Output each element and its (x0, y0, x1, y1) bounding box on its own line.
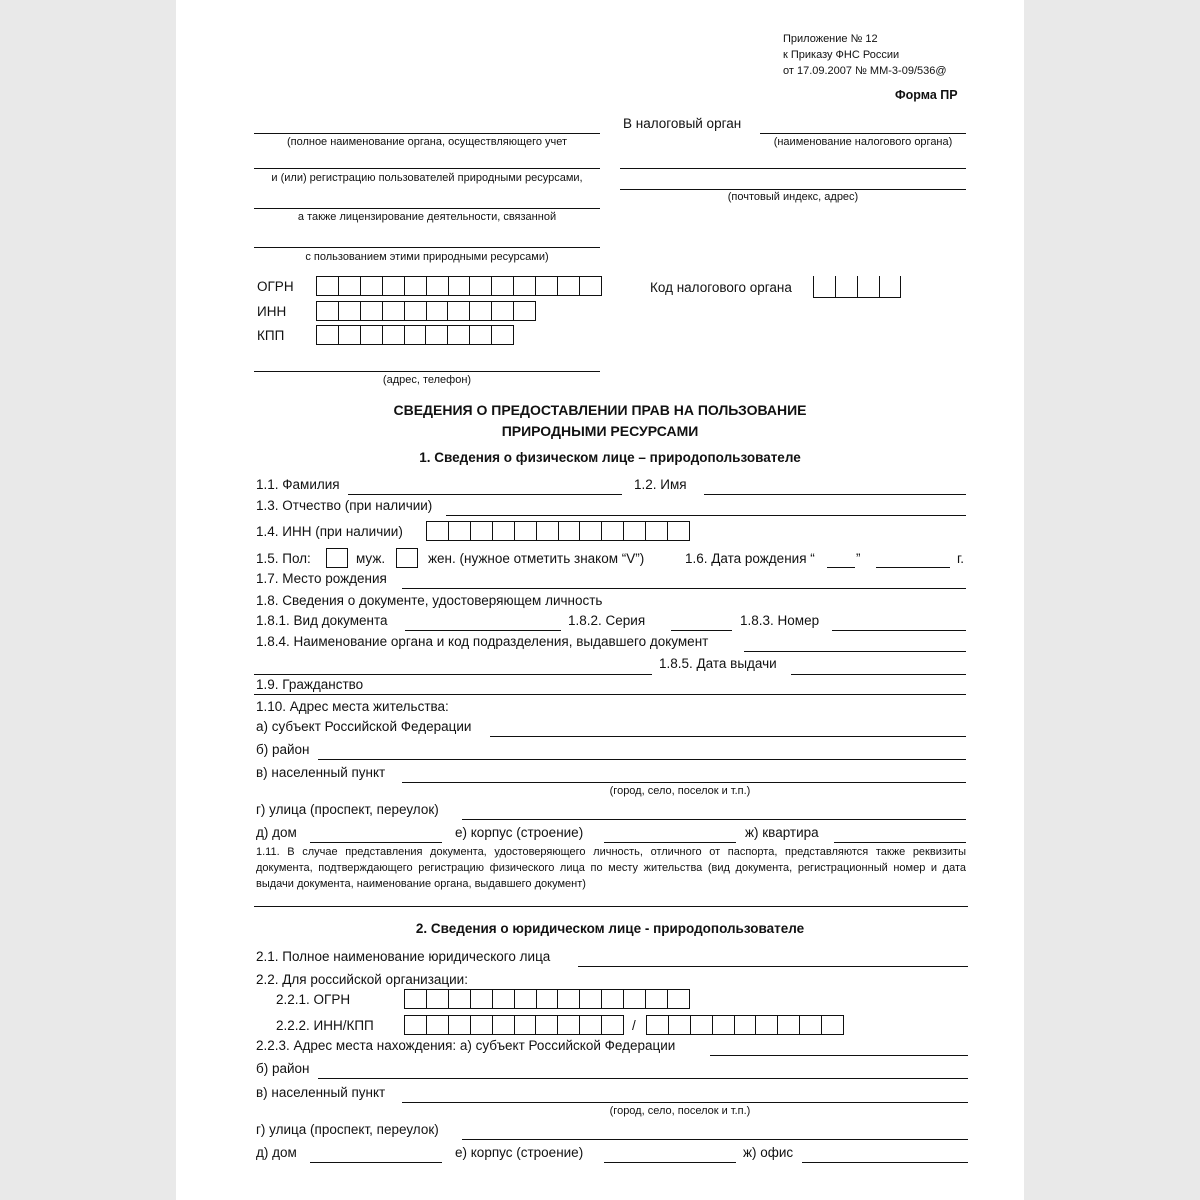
patronymic-line[interactable] (446, 515, 966, 516)
org-region-line[interactable] (710, 1055, 968, 1056)
organ-caption-4: с пользованием этими природными ресурсами) (305, 251, 549, 263)
birth-date-label: 1.6. Дата рождения “ (685, 551, 815, 566)
tax-organ-label: В налоговый орган (623, 116, 742, 131)
org-street-label: г) улица (проспект, переулок) (256, 1122, 439, 1137)
name-label: 1.2. Имя (634, 477, 687, 492)
street-line[interactable] (462, 819, 966, 820)
citizenship-line[interactable] (254, 694, 966, 695)
doc-type-label: 1.8.1. Вид документа (256, 613, 388, 628)
inn-kpp-slash: / (632, 1018, 636, 1033)
organ-name-line[interactable] (254, 133, 600, 134)
doc-number-line[interactable] (832, 630, 966, 631)
org-locality-caption: (город, село, поселок и т.п.) (609, 1105, 751, 1117)
organ-name-line[interactable] (254, 168, 600, 169)
street-label: г) улица (проспект, переулок) (256, 802, 439, 817)
region-label: а) субъект Российской Федерации (256, 719, 472, 734)
doc-number-label: 1.8.3. Номер (740, 613, 820, 628)
org-house-label: д) дом (256, 1145, 297, 1160)
doc-type-line[interactable] (405, 630, 561, 631)
org-street-line[interactable] (462, 1139, 968, 1140)
org-locality-label: в) населенный пункт (256, 1085, 386, 1100)
doc-series-label: 1.8.2. Серия (568, 613, 646, 628)
org-office-label: ж) офис (743, 1145, 794, 1160)
org-full-name-line[interactable] (578, 966, 968, 967)
birth-quote-close: ” (856, 551, 861, 566)
section2-heading: 2. Сведения о юридическом лице - природопользователе (415, 921, 805, 936)
org-locality-line[interactable] (402, 1102, 968, 1103)
org-building-label: е) корпус (строение) (455, 1145, 584, 1160)
year-suffix: г. (957, 551, 965, 566)
sex-label: 1.5. Пол: (256, 551, 311, 566)
inn-cells[interactable] (316, 301, 536, 321)
kpp-cells[interactable] (316, 325, 514, 345)
birth-place-line[interactable] (402, 588, 966, 589)
male-checkbox[interactable] (326, 548, 348, 568)
doc-issuer-label: 1.8.4. Наименование органа и код подразделения, выдавшего документ (256, 634, 709, 649)
postal-caption: (почтовый индекс, адрес) (727, 191, 859, 203)
tax-code-label: Код налогового органа (650, 280, 792, 295)
ogrn-cells[interactable] (316, 276, 602, 296)
appendix-note (783, 31, 947, 79)
organ-caption-3: а также лицензирование деятельности, связанной (297, 211, 557, 223)
residence-label: 1.10. Адрес места жительства: (256, 699, 449, 714)
address-phone-line[interactable] (254, 371, 600, 372)
doc-series-line[interactable] (671, 630, 732, 631)
russian-org-label: 2.2. Для российской организации: (256, 972, 468, 987)
ogrn-label: ОГРН (257, 279, 294, 294)
org-kpp-cells[interactable] (646, 1015, 844, 1035)
female-checkbox[interactable] (396, 548, 418, 568)
patronymic-label: 1.3. Отчество (при наличии) (256, 498, 433, 513)
tax-organ-line[interactable] (760, 133, 966, 134)
note-1-11: 1.11. В случае представления документа, удостоверяющего личность, отличного от паспорта, представляются также реквизиты документа, подтверждающего регистрацию физического лица по месту жительства (вид документа, регистрационный номер и дата выдачи документа, наименование органа, выдавшего документ) (256, 846, 966, 890)
birth-place-label: 1.7. Место рождения (256, 571, 387, 586)
org-full-name-label: 2.1. Полное наименование юридического лица (256, 949, 551, 964)
address-phone-caption: (адрес, телефон) (382, 374, 472, 386)
org-office-line[interactable] (802, 1162, 968, 1163)
district-line[interactable] (318, 759, 966, 760)
inn-label: ИНН (257, 304, 287, 319)
appendix-line: от 17.09.2007 № ММ-3-09/536@ (783, 65, 947, 77)
doc-issuer-line[interactable] (744, 651, 966, 652)
person-inn-cells[interactable] (426, 521, 690, 541)
org-address-label: 2.2.3. Адрес места нахождения: а) субъект Российской Федерации (256, 1038, 676, 1053)
male-label: муж. (356, 551, 386, 566)
birth-day-line[interactable] (827, 567, 855, 568)
building-line[interactable] (604, 842, 736, 843)
person-inn-label: 1.4. ИНН (при наличии) (256, 524, 403, 539)
document-title (176, 400, 1024, 442)
doc-issuer-line-2[interactable] (254, 674, 652, 675)
org-inn-cells[interactable] (404, 1015, 624, 1035)
building-label: е) корпус (строение) (455, 825, 584, 840)
birth-month-line[interactable] (876, 567, 950, 568)
title-line: ПРИРОДНЫМИ РЕСУРСАМИ (501, 423, 699, 439)
title-line: СВЕДЕНИЯ О ПРЕДОСТАВЛЕНИИ ПРАВ НА ПОЛЬЗОВАНИЕ (393, 402, 807, 418)
org-district-label: б) район (256, 1061, 310, 1076)
region-line[interactable] (490, 736, 966, 737)
doc-issue-date-label: 1.8.5. Дата выдачи (659, 656, 777, 671)
org-district-line[interactable] (318, 1078, 968, 1079)
house-label: д) дом (256, 825, 297, 840)
tax-organ-caption: (наименование налогового органа) (773, 136, 953, 148)
form-name: Форма ПР (895, 88, 958, 102)
organ-caption-2: и (или) регистрацию пользователей природными ресурсами, (271, 172, 583, 184)
apartment-label: ж) квартира (745, 825, 819, 840)
tax-code-cells[interactable] (813, 276, 901, 298)
name-line[interactable] (704, 494, 966, 495)
note-line[interactable] (254, 906, 968, 907)
organ-caption-1: (полное наименование органа, осуществляющего учет (286, 136, 568, 148)
org-house-line[interactable] (310, 1162, 442, 1163)
organ-name-line[interactable] (254, 208, 600, 209)
org-ogrn-cells[interactable] (404, 989, 690, 1009)
female-label: жен. (нужное отметить знаком “V”) (428, 551, 645, 566)
locality-caption: (город, село, поселок и т.п.) (609, 785, 751, 797)
appendix-line: Приложение № 12 (783, 33, 878, 45)
citizenship-label: 1.9. Гражданство (256, 677, 364, 692)
postal-line[interactable] (620, 168, 966, 169)
organ-name-line[interactable] (254, 247, 600, 248)
postal-line[interactable] (620, 189, 966, 190)
locality-label: в) населенный пункт (256, 765, 386, 780)
district-label: б) район (256, 742, 310, 757)
org-ogrn-label: 2.2.1. ОГРН (276, 992, 351, 1007)
doc-issue-date-line[interactable] (791, 674, 966, 675)
apartment-line[interactable] (834, 842, 966, 843)
appendix-line: к Приказу ФНС России (783, 49, 900, 61)
section1-heading: 1. Сведения о физическом лице – природопользователе (419, 450, 801, 465)
id-doc-label: 1.8. Сведения о документе, удостоверяющем личность (256, 593, 603, 608)
surname-line[interactable] (348, 494, 622, 495)
surname-label: 1.1. Фамилия (256, 477, 340, 492)
org-inn-kpp-label: 2.2.2. ИНН/КПП (276, 1018, 374, 1033)
kpp-label: КПП (257, 328, 285, 343)
house-line[interactable] (310, 842, 442, 843)
org-building-line[interactable] (604, 1162, 736, 1163)
locality-line[interactable] (402, 782, 966, 783)
